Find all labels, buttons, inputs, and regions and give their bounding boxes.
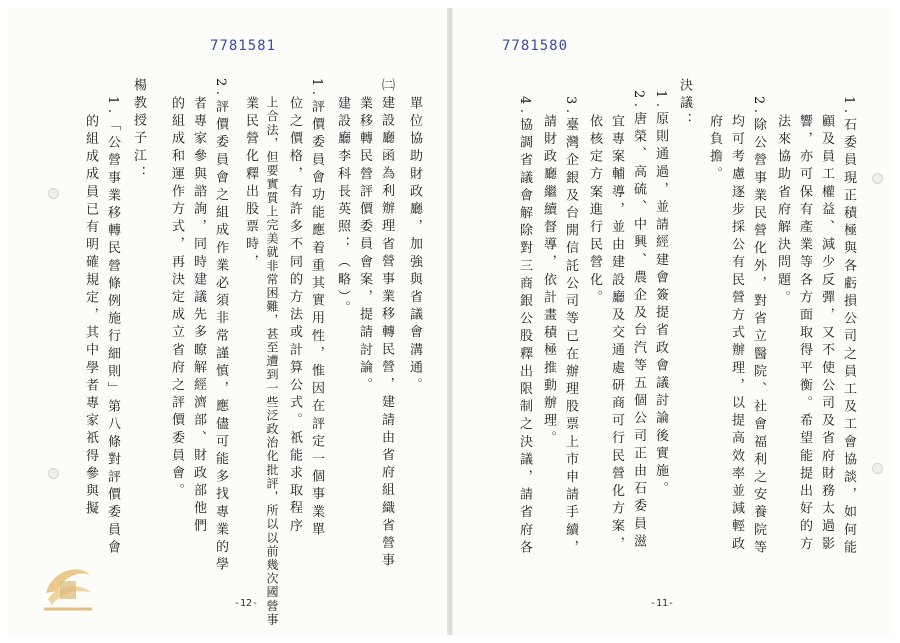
text-column: 顧及員工權益、減少反彈，又不使公司及省府財務太過影 [819, 114, 834, 554]
text-column: 依核定方案進行民營化。 [587, 114, 602, 308]
text-column: 均可考慮逐步採公有民營方式辦理，以提高效率並減輕政 [729, 114, 744, 554]
text-column: 者專家參與諮詢，同時建議先多瞭解經濟部、財政部他們 [191, 96, 206, 536]
text-column: 的組成成員已有明確規定，其中學者專家祇得參與擬 [83, 114, 98, 519]
book-gutter [447, 8, 453, 635]
text-column: 單位協助財政廳，加強與省議會溝通。 [407, 96, 422, 396]
text-column: 府負擔。 [707, 114, 722, 185]
text-column: 位之價格，有許多不同的方法或計算公式。祇能求取程序 [287, 96, 302, 536]
text-column: 的組成和運作方式，再決定成立省府之評價委員會。 [169, 96, 184, 501]
page-number: -12- [234, 598, 259, 609]
text-column: 法來協助省府解決問題。 [775, 114, 790, 308]
left-page [8, 8, 450, 635]
watermark-logo [38, 553, 98, 618]
text-column: 1.「公營事業移轉民營條例施行細則」第八條對評價委員會 [105, 96, 120, 558]
binding-hole [48, 468, 59, 479]
text-column: 1.評價委員會功能應着重其實用性，惟因在評定一個事業單 [309, 78, 324, 540]
resolution-heading: 決議： [677, 78, 692, 131]
text-column: ㈡建設廳函為利辦理省營事業移轉民營，建請由省府組織省營事 [379, 78, 394, 571]
text-column: 宜專案輔導，並由建設廳及交通處研商可行民營化方案， [609, 114, 624, 554]
document-spread [8, 8, 892, 635]
text-column: 業民營化釋出股票時， [243, 96, 258, 272]
text-column: 業移轉民營評價委員會案，提請討論。 [357, 96, 372, 396]
text-column: 2.除公營事業民營化外，對省立醫院、社會福利之安養院等 [751, 96, 766, 558]
text-column: 建設廳李科長英照：（略）。 [335, 96, 350, 319]
text-column: 1.石委員現正積極與各虧損公司之員工及工會協談，如何能 [841, 96, 856, 558]
right-page [450, 8, 892, 635]
text-column: 2.唐榮、高硫、中興、農企及台汽等五個公司正由石委員滋 [631, 90, 646, 552]
page-number: -11- [650, 598, 675, 609]
binding-hole [48, 188, 59, 199]
text-column: 上合法，但要實質上完美就非常困難，甚至遭到一些泛政治化批評，所以以前幾次國營事 [265, 96, 279, 627]
text-column: 2.評價委員會之組成作業必須非常謹慎，應儘可能多找專業的學 [213, 78, 228, 575]
document-serial-number: 7781580 [502, 38, 569, 54]
speaker-heading: 楊教授子江： [131, 78, 146, 184]
text-column: 響，亦可保有產業等各方面取得平衡。希望能提出好的方 [797, 114, 812, 554]
text-column: 4.協調省議會解除對三商銀公股釋出限制之決議，請省府各 [517, 96, 532, 558]
text-column: 3.臺灣企銀及台開信託公司等已在辦理股票上市申請手續， [563, 96, 578, 558]
text-column: 1.原則通過，並請經建會簽提省政會議討論後實施。 [653, 90, 668, 499]
binding-hole [872, 173, 883, 184]
binding-hole [872, 463, 883, 474]
text-column: 請財政廳繼續督導，依計畫積極推動辦理。 [541, 114, 556, 449]
document-serial-number: 7781581 [210, 38, 277, 54]
